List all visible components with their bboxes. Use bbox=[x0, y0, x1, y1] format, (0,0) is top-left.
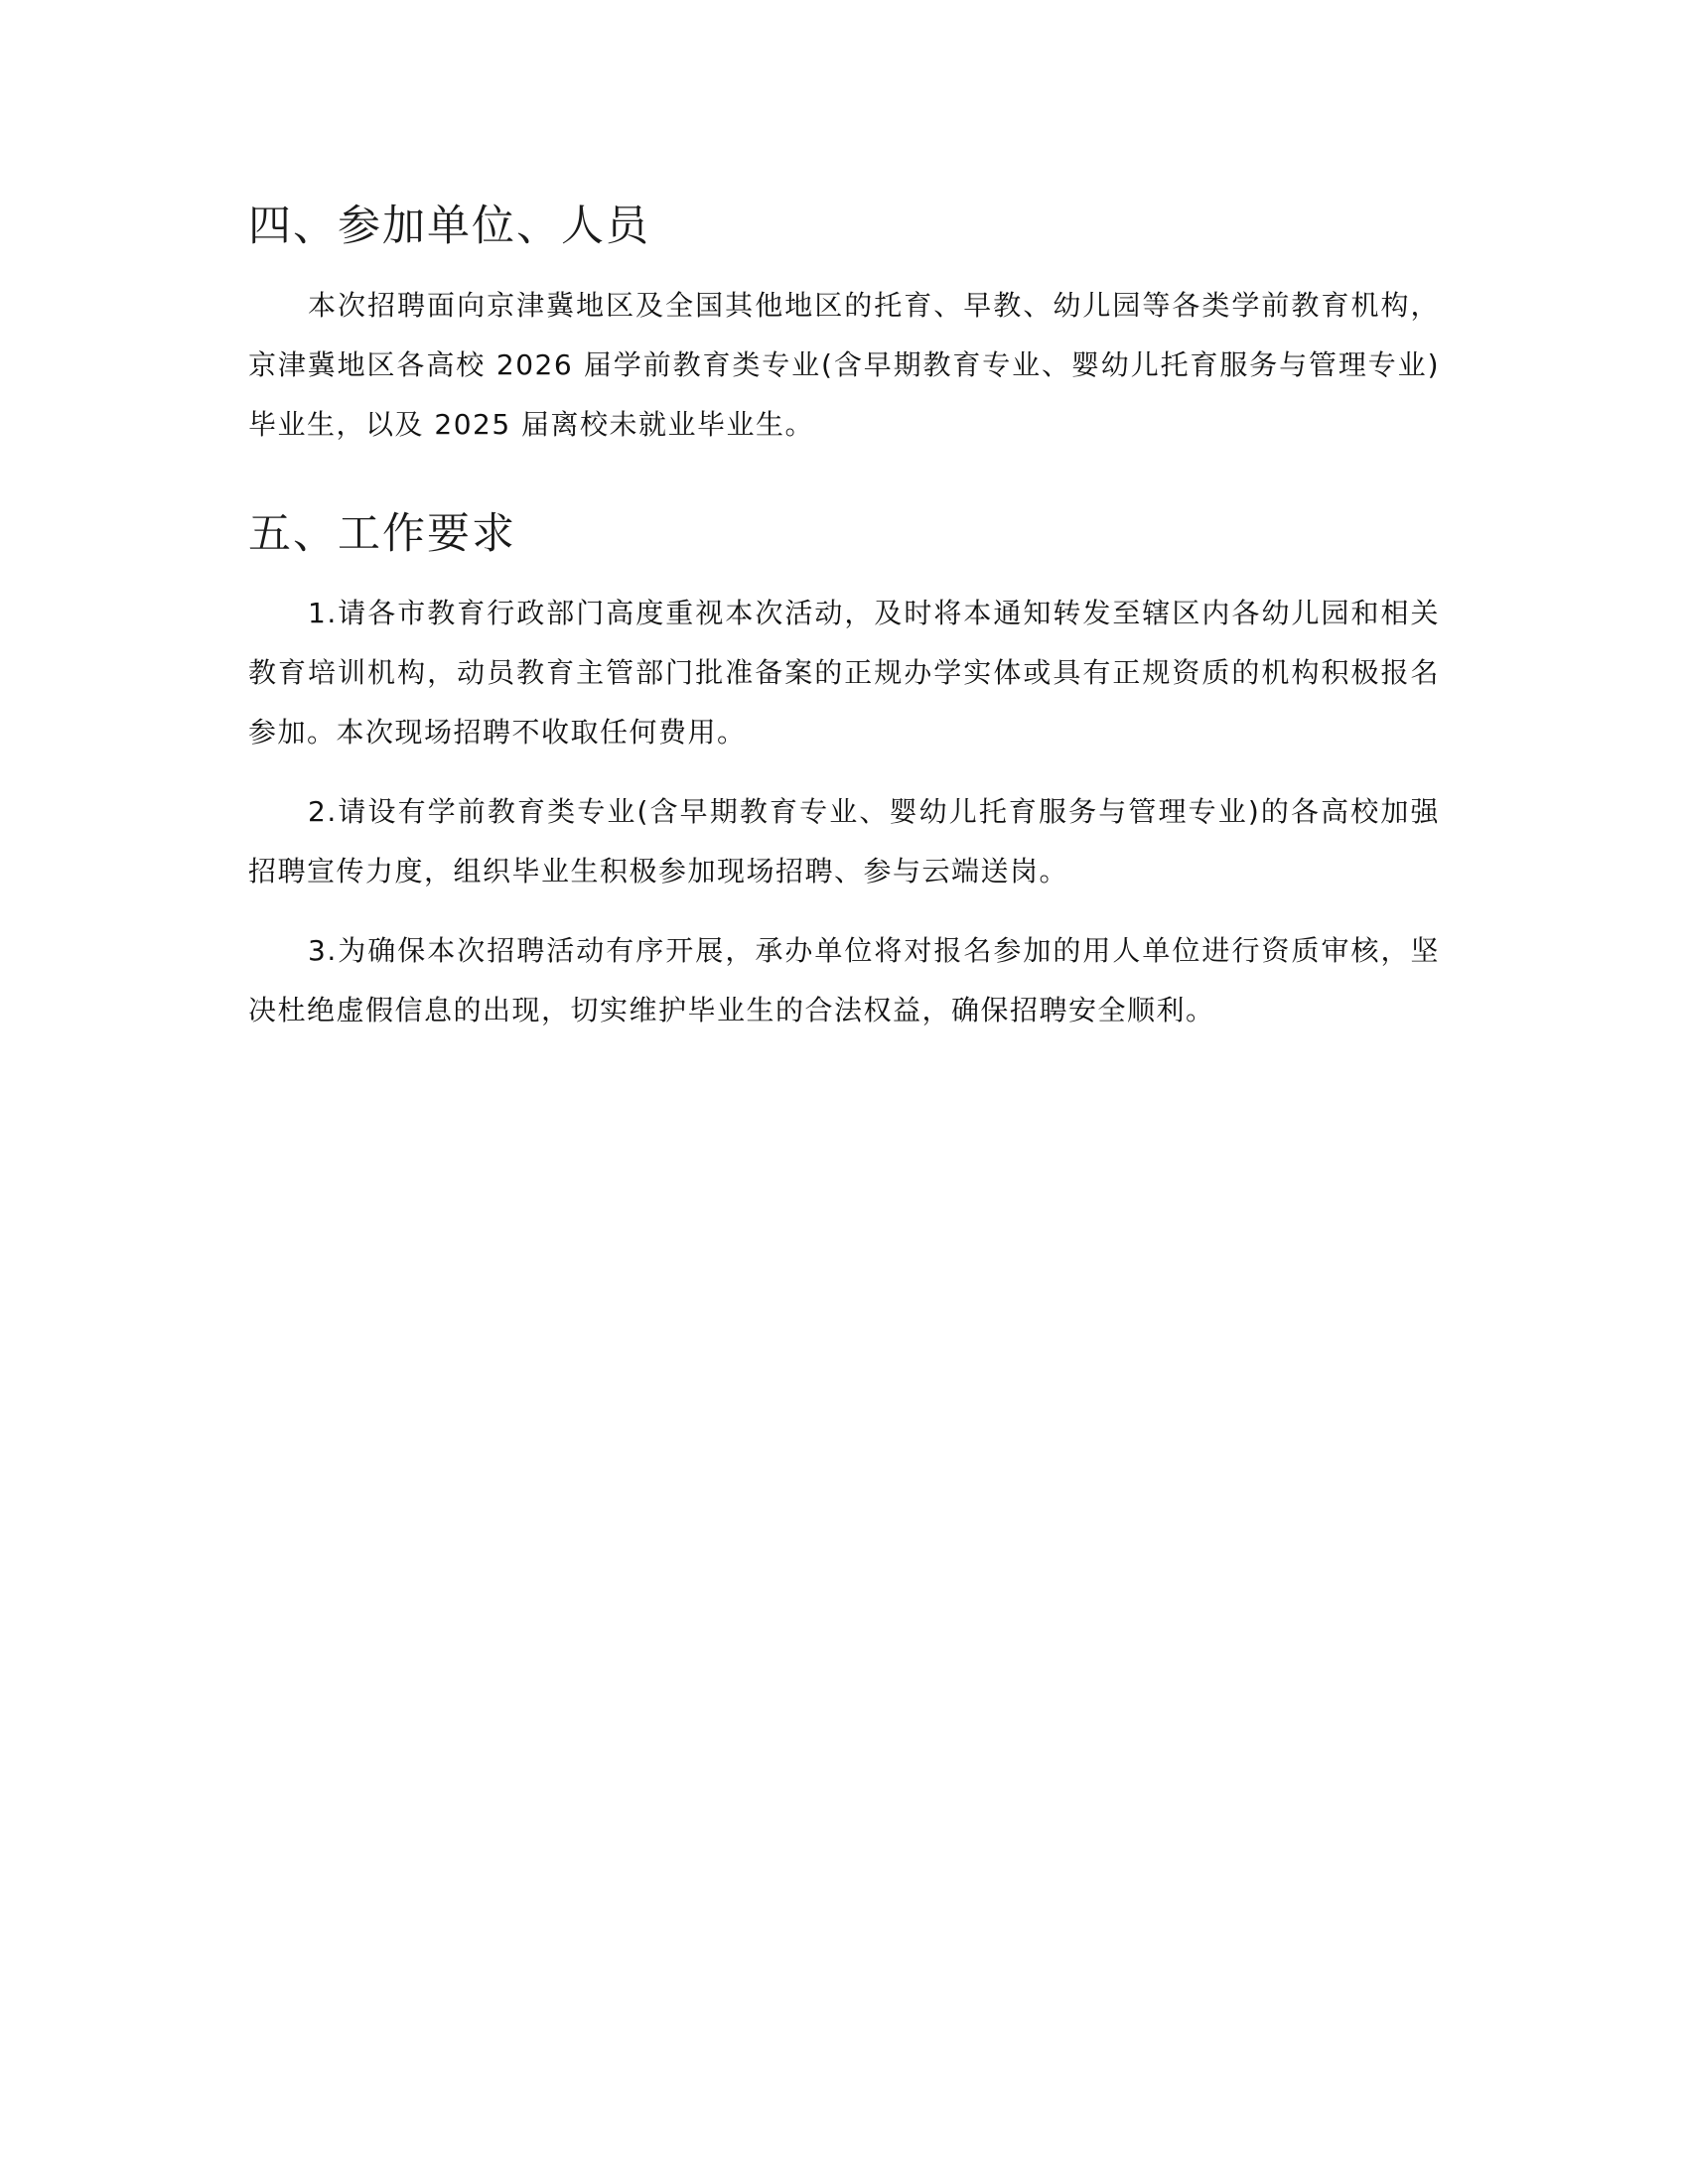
section-heading: 五、工作要求 bbox=[248, 509, 516, 559]
section-participants bbox=[248, 199, 1440, 455]
paragraph: 1.请各市教育行政部门高度重视本次活动，及时将本通知转发至辖区内各幼儿园和相关教育培训机构，动员教育主管部门批准备案的正规办学实体或具有正规资质的机构积极报名参加。本次现场招聘不收取任何费用。 bbox=[248, 597, 1440, 749]
paragraph: 3.为确保本次招聘活动有序开展，承办单位将对报名参加的用人单位进行资质审核，坚决杜绝虚假信息的出现，切实维护毕业生的合法权益，确保招聘安全顺利。 bbox=[248, 934, 1440, 1026]
document-body bbox=[248, 199, 1440, 1040]
section-heading: 四、参加单位、人员 bbox=[248, 202, 650, 251]
section-work-requirements bbox=[248, 506, 1440, 1040]
paragraph: 2.请设有学前教育类专业(含早期教育专业、婴幼儿托育服务与管理专业)的各高校加强招聘宣传力度，组织毕业生积极参加现场招聘、参与云端送岗。 bbox=[248, 795, 1440, 887]
paragraph: 本次招聘面向京津冀地区及全国其他地区的托育、早教、幼儿园等各类学前教育机构，京津冀地区各高校 2026 届学前教育类专业(含早期教育专业、婴幼儿托育服务与管理专业)毕业生，以及 2025 届离校未就业毕业生。 bbox=[248, 289, 1440, 441]
